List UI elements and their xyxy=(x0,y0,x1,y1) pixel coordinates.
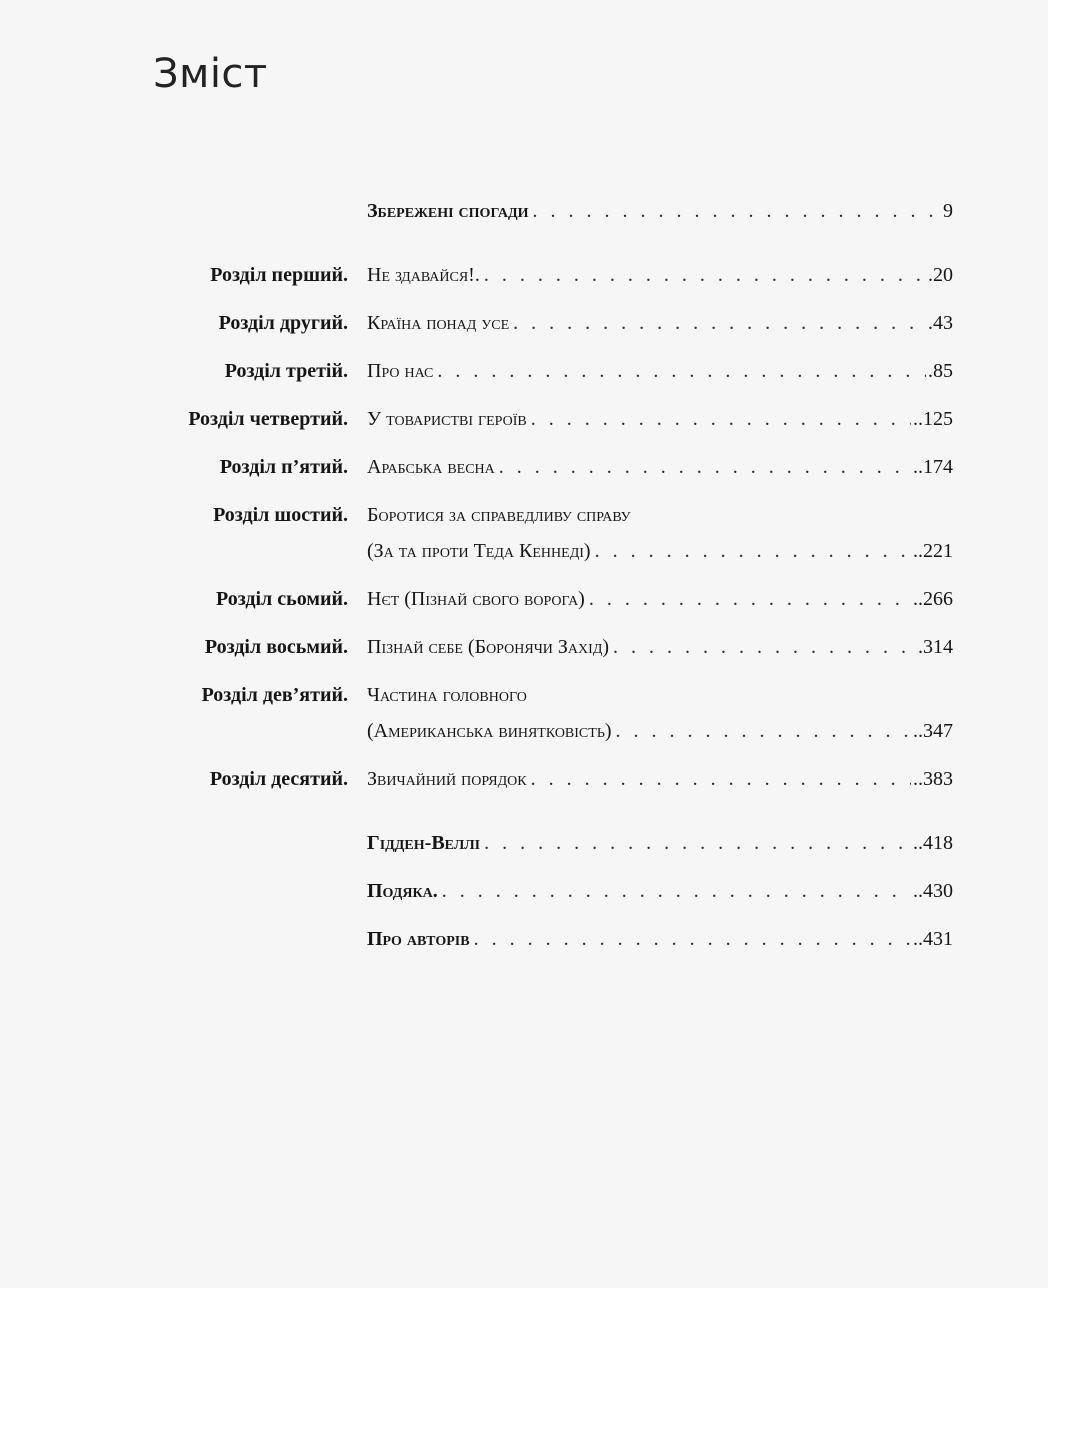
page-title: Зміст xyxy=(153,51,268,97)
chapter-label: Розділ п’ятий. xyxy=(219,456,348,478)
toc-entry-chapter-1 xyxy=(0,258,1048,292)
dot-leader xyxy=(585,582,911,616)
toc-line xyxy=(367,874,953,908)
toc-line xyxy=(367,306,953,340)
toc-entry-gidden-valley xyxy=(0,826,1048,860)
page-number: ..383 xyxy=(913,768,953,790)
dot-leader xyxy=(470,922,911,956)
dot-leader xyxy=(433,354,926,388)
chapter-label: Розділ сьомий. xyxy=(215,588,348,610)
dot-leader xyxy=(480,826,911,860)
toc-line xyxy=(367,498,953,532)
dot-leader xyxy=(528,194,941,228)
page-number: .85 xyxy=(928,360,953,382)
entry-title: Арабська весна xyxy=(367,456,495,478)
entry-title-line-1: Частина головного xyxy=(367,684,527,706)
chapter-label: Розділ дев’ятий. xyxy=(201,684,348,706)
toc-line xyxy=(367,194,953,228)
toc-entry-chapter-2 xyxy=(0,306,1048,340)
toc-entry-chapter-5 xyxy=(0,450,1048,484)
toc-line xyxy=(367,450,953,484)
page-number: ..174 xyxy=(913,456,953,478)
toc-line xyxy=(367,714,953,748)
dot-leader xyxy=(527,402,911,436)
toc-line xyxy=(367,582,953,616)
page-number: ..125 xyxy=(913,408,953,430)
toc-entry-chapter-6 xyxy=(0,534,1048,568)
entry-title: Подяка. xyxy=(367,880,438,902)
page-number: ..347 xyxy=(913,720,953,742)
entry-title: Нєт (Пізнай свого ворога) xyxy=(367,588,585,610)
dot-leader xyxy=(480,258,926,292)
toc-entry-chapter-9 xyxy=(0,714,1048,748)
dot-leader xyxy=(495,450,911,484)
toc-line xyxy=(367,630,953,664)
chapter-label: Розділ другий. xyxy=(218,312,348,334)
chapter-label: Розділ третій. xyxy=(224,360,348,382)
entry-title: Гідден-Веллі xyxy=(367,832,481,854)
toc-entry-chapter-9-line-1 xyxy=(0,678,1048,712)
dot-leader xyxy=(438,874,911,908)
toc-entry-about-authors xyxy=(0,922,1048,956)
dot-leader xyxy=(609,630,916,664)
toc-entry-chapter-6-line-1 xyxy=(0,498,1048,532)
chapter-label: Розділ четвертий. xyxy=(188,408,348,430)
toc-line xyxy=(367,402,953,436)
entry-title: Про нас xyxy=(367,360,434,382)
dot-leader xyxy=(612,714,911,748)
entry-title: Звичайний порядок xyxy=(367,768,527,790)
toc-line xyxy=(367,258,953,292)
page-number: .43 xyxy=(928,312,953,334)
chapter-label: Розділ восьмий. xyxy=(204,636,348,658)
entry-title: У товаристві героїв xyxy=(367,408,527,430)
entry-title-line-1: Боротися за справедливу справу xyxy=(367,504,631,526)
dot-leader xyxy=(527,762,911,796)
page-number: ..431 xyxy=(913,928,953,950)
toc-entry-chapter-8 xyxy=(0,630,1048,664)
page-number: 9 xyxy=(943,200,953,222)
entry-title: Про авторів xyxy=(367,928,470,950)
toc-line xyxy=(367,826,953,860)
entry-title: Пізнай себе (Боронячи Захід) xyxy=(367,636,610,658)
chapter-label: Розділ десятий. xyxy=(209,768,348,790)
page-number: .314 xyxy=(918,636,953,658)
page-number: ..430 xyxy=(913,880,953,902)
toc-entry-acknowledgements xyxy=(0,874,1048,908)
dot-leader xyxy=(591,534,911,568)
toc-line xyxy=(367,534,953,568)
entry-title: (Американська винятковість) xyxy=(367,720,612,742)
entry-title: Країна понад усе xyxy=(367,312,510,334)
toc-entry-chapter-3 xyxy=(0,354,1048,388)
toc-entry-preface xyxy=(0,194,1048,228)
toc-line xyxy=(367,354,953,388)
page-number: ..221 xyxy=(913,540,953,562)
page-number: ..266 xyxy=(913,588,953,610)
entry-title: Збережені спогади xyxy=(367,200,529,222)
dot-leader xyxy=(509,306,926,340)
toc-line xyxy=(367,678,953,712)
toc-line xyxy=(367,922,953,956)
toc-entry-chapter-10 xyxy=(0,762,1048,796)
chapter-label: Розділ шостий. xyxy=(213,504,348,526)
toc-entry-chapter-7 xyxy=(0,582,1048,616)
entry-title: (За та проти Теда Кеннеді) xyxy=(367,540,591,562)
toc-entry-chapter-4 xyxy=(0,402,1048,436)
page-number: .20 xyxy=(928,264,953,286)
entry-title: Не здавайся!. xyxy=(367,264,480,286)
toc-line xyxy=(367,762,953,796)
chapter-label: Розділ перший. xyxy=(210,264,348,286)
page-number: ..418 xyxy=(913,832,953,854)
